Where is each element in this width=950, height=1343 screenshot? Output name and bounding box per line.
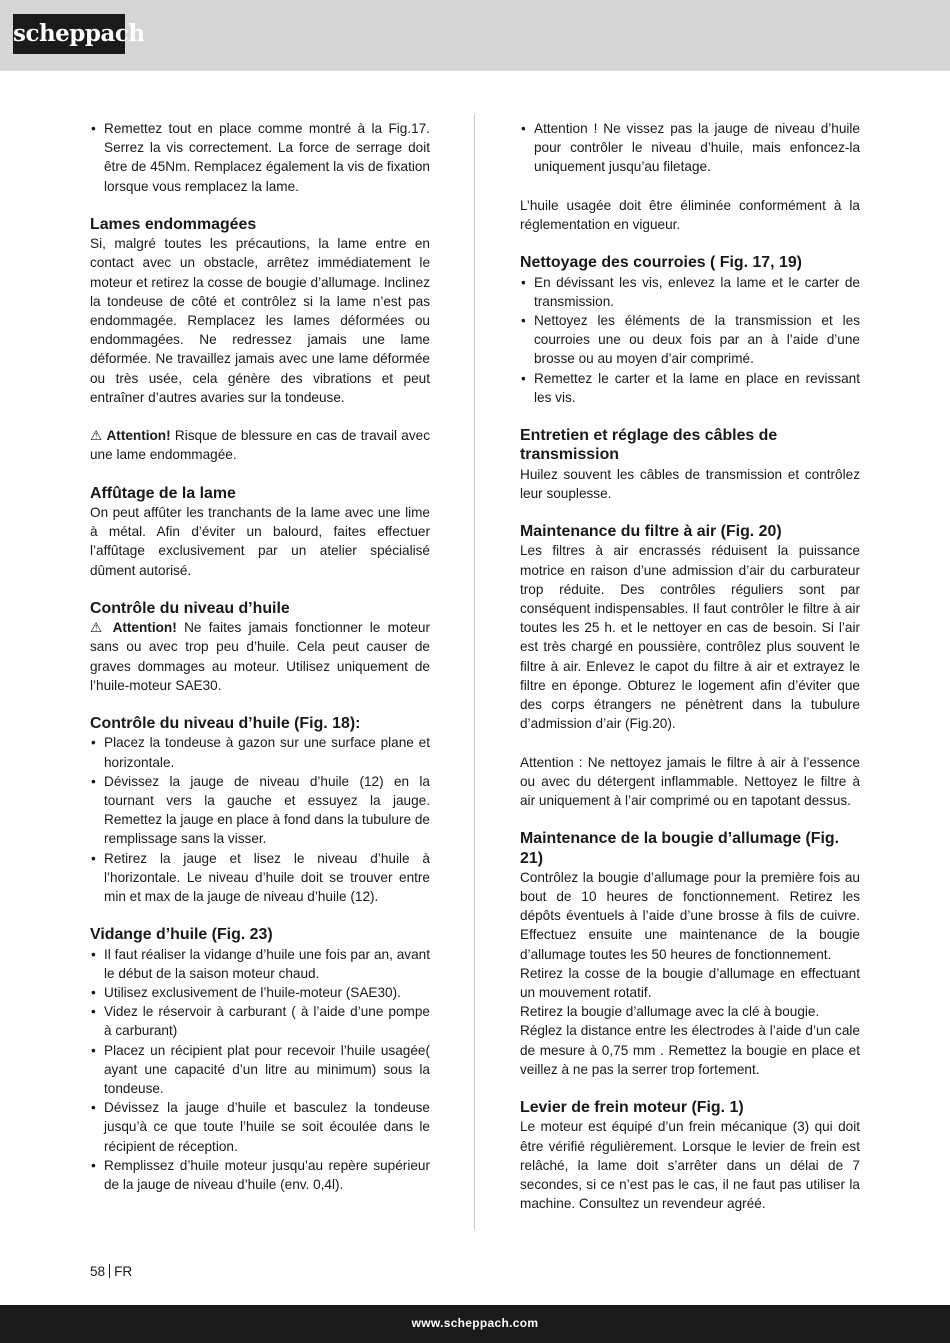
section-heading-oil-change: Vidange d’huile (Fig. 23) <box>90 926 273 944</box>
section-heading-belts: Nettoyage des courroies ( Fig. 17, 19) <box>520 254 802 272</box>
oil-check-list <box>90 733 430 906</box>
paragraph: Les filtres à air encrassés réduisent la puissance motrice en raison d’une admission d’air du carburateur trop réduite. Des contrôles réguliers sont par conséquent indispensables. Il faut contrôler le filtre à air toutes les 25 h. et le nettoyer en cas de besoin. Si l’air est très chargé en poussière, contrôlez plus souvent le filtre à air. Enlevez le capot du filtre à air et extrayez le filtre en éponge. Obturez le logement afin d’éviter que des corps étrangers ne pénètrent dans la tubulure d’admission d’air (Fig.20). <box>520 543 860 732</box>
paragraph: L’huile usagée doit être éliminée conformément à la réglementation en vigueur. <box>520 197 860 232</box>
page-header <box>0 0 950 71</box>
list-item: • Videz le réservoir à carburant ( à l’aide d’une pompe à carburant) <box>90 1002 430 1040</box>
oil-change-list <box>90 945 430 1195</box>
paragraph: Retirez la cosse de la bougie d’allumage en effectuant un mouvement rotatif. <box>520 965 860 1001</box>
warning-text: Risque de blessure en cas de travail avec une lame endommagée. <box>90 428 431 463</box>
section-heading-cables: Entretien et réglage des câbles de transmission <box>520 427 778 464</box>
list-item: • Remplissez d’huile moteur jusqu’au repère supérieur de la jauge de niveau d’huile (env. 0,4l). <box>90 1156 430 1194</box>
list-item: • Retirez la jauge et lisez le niveau d’huile à l’horizontale. Le niveau d’huile doit se trouver entre min et max de la jauge de niveau d’huile (12). <box>90 849 430 907</box>
paragraph: Le moteur est équipé d’un frein mécanique (3) qui doit être vérifié régulièrement. Lorsque le levier de frein est relâché, la lame doit s’arrêter dans un délai de 7 secondes, si ce n’est pas le cas, il ne faut pas utiliser la machine. Consultez un revendeur agréé. <box>520 1119 860 1212</box>
list-item: • Placez un récipient plat pour recevoir l’huile usagée( ayant une capacité d’un litre au minimum) sous la tondeuse. <box>90 1041 430 1099</box>
warning-label: Attention! <box>112 620 177 636</box>
warning-text: Ne faites jamais fonctionner le moteur sans ou avec trop peu d’huile. Cela peut causer de graves dommages au moteur. Utilisez uniquement de l’huile-moteur SAE30. <box>90 620 430 693</box>
paragraph: Si, malgré toutes les précautions, la lame entre en contact avec un obstacle, arrêtez immédiatement le moteur et retirez la cosse de bougie d’allumage. Inclinez la tondeuse de côté et contrôlez si la lame n’est pas endommagée. Remplacez les lames déformées ou endommagées. Ne redressez jamais une lame déformée. Ne travaillez jamais avec une lame déformée ou très usée, cela génère des vibrations et peut entraîner d’autres avaries sur la tondeuse. <box>90 236 430 405</box>
list-item: • Nettoyez les éléments de la transmission et les courroies une ou deux fois par an à l’aide d’une brosse ou au moyen d’air comprimé. <box>520 311 860 369</box>
intro-list <box>90 119 430 196</box>
paragraph: Contrôlez la bougie d’allumage pour la première fois au bout de 10 heures de fonctionnement. Retirez les dépôts éventuels à l’aide d’une brosse à fils de cuivre. Effectuez ensuite une maintenance de la bougie d’allumage toutes les 50 heures de fonctionnement. <box>520 869 860 962</box>
section-heading-damaged-blades: Lames endommagées <box>90 216 257 233</box>
warning-paragraph <box>90 618 430 695</box>
paragraph: On peut affûter les tranchants de la lame avec une lime à métal. Afin d’éviter un balourd, faites effectuer l’affûtage exclusivement par un atelier spécialisé dûment autorisé. <box>90 505 430 578</box>
language-code: FR <box>114 1264 133 1279</box>
section-heading-sharpening: Affûtage de la lame <box>90 484 236 502</box>
paragraph: Huilez souvent les câbles de transmission et contrôlez leur souplesse. <box>520 466 860 501</box>
left-column <box>90 119 430 1194</box>
paragraph: Retirez la bougie d’allumage avec la clé à bougie. <box>520 1004 820 1020</box>
warning-icon: ⚠ <box>90 428 103 444</box>
column-divider <box>474 114 475 1230</box>
list-item: • Utilisez exclusivement de l’huile-moteur (SAE30). <box>90 983 430 1002</box>
list-item: • En dévissant les vis, enlevez la lame et le carter de transmission. <box>520 273 860 311</box>
section-heading-spark-plug: Maintenance de la bougie d’allumage (Fig. 21) <box>520 830 840 867</box>
belts-list <box>520 273 860 407</box>
section-heading-oil-level: Contrôle du niveau d’huile <box>90 600 290 618</box>
website-url: www.scheppach.com <box>411 1316 539 1330</box>
section-heading-oil-check: Contrôle du niveau d’huile (Fig. 18): <box>90 715 361 733</box>
warning-label: Attention! <box>106 428 171 444</box>
list-item: • Dévissez la jauge de niveau d’huile (12) en la tournant vers la gauche et essuyez la jauge. Remettez la jauge en place à fond dans la tubulure de remplissage sans la visser. <box>90 772 430 849</box>
paragraph: Réglez la distance entre les électrodes à l’aide d’un cale de mesure à 0,75 mm . Remettez la bougie en place et veillez à ne pas la serrer trop fortement. <box>520 1023 860 1077</box>
section-heading-brake-lever: Levier de frein moteur (Fig. 1) <box>520 1099 744 1117</box>
page-footer <box>0 1305 950 1343</box>
list-item: • Il faut réaliser la vidange d’huile une fois par an, avant le début de la saison moteur chaud. <box>90 945 430 983</box>
attention-list <box>520 119 860 177</box>
list-item: • Placez la tondeuse à gazon sur une surface plane et horizontale. <box>90 733 430 771</box>
list-item: • Remettez tout en place comme montré à la Fig.17. Serrez la vis correctement. La force de serrage doit être de 45Nm. Remplacez également la vis de fixation lorsque vous remplacez la lame. <box>90 119 430 196</box>
warning-paragraph <box>90 426 430 464</box>
list-item: • Remettez le carter et la lame en place en revissant les vis. <box>520 369 860 407</box>
list-item: • Attention ! Ne vissez pas la jauge de niveau d’huile pour contrôler le niveau d’huile, mais enfoncez-la uniquement jusqu’au filetage. <box>520 119 860 177</box>
page-number: 58 <box>90 1264 106 1279</box>
list-item: • Dévissez la jauge d’huile et basculez la tondeuse jusqu’à ce que toute l’huile se soit écoulée dans le récipient de réception. <box>90 1098 430 1156</box>
page-footer-label <box>90 1264 132 1279</box>
section-heading-air-filter: Maintenance du filtre à air (Fig. 20) <box>520 523 782 541</box>
brand-logo: scheppach <box>13 14 125 54</box>
warning-icon: ⚠ <box>90 620 106 636</box>
footer-separator <box>109 1264 110 1278</box>
right-column <box>520 119 860 1213</box>
paragraph: Attention : Ne nettoyez jamais le filtre à air à l’essence ou avec du détergent inflammable. Nettoyez le filtre à air uniquement à l’air comprimé ou en tapotant dessus. <box>520 754 860 809</box>
